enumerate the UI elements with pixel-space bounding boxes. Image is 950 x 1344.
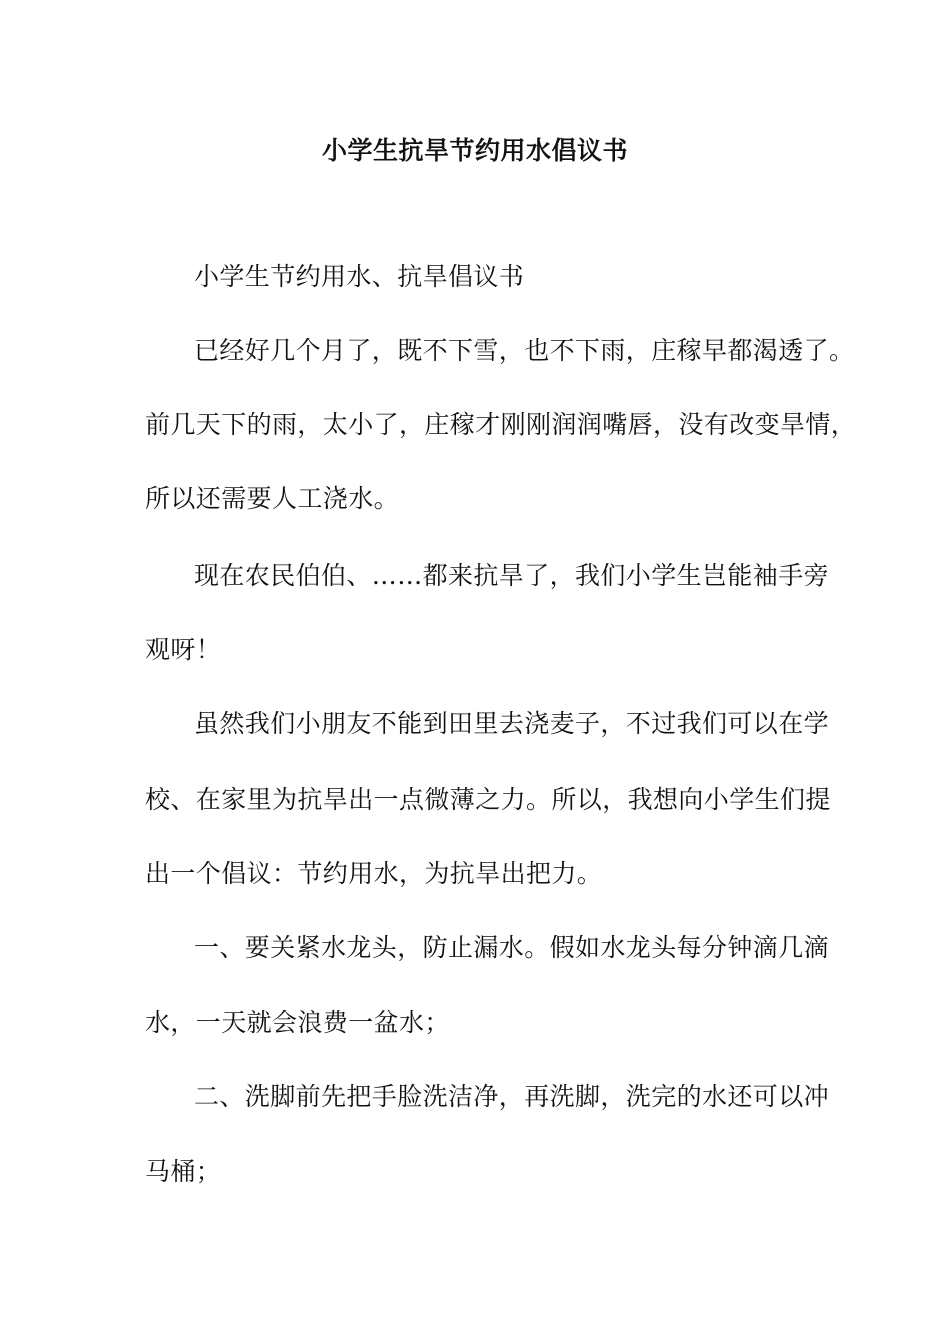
paragraph-line: 观呀！ (145, 635, 222, 664)
paragraph-line: 二、洗脚前先把手脸洗洁净，再洗脚，洗完的水还可以冲 (194, 1082, 830, 1111)
paragraph-line: 现在农民伯伯、……都来抗旱了，我们小学生岂能袖手旁 (194, 561, 830, 590)
document-title: 小学生抗旱节约用水倡议书 (321, 136, 628, 165)
paragraph-line: 前几天下的雨，太小了，庄稼才刚刚润润嘴唇，没有改变旱情， (145, 410, 857, 439)
paragraph-line: 虽然我们小朋友不能到田里去浇麦子，不过我们可以在学 (194, 709, 830, 738)
paragraph-line: 一、要关紧水龙头，防止漏水。假如水龙头每分钟滴几滴 (194, 933, 830, 962)
paragraph-line: 校、在家里为抗旱出一点微薄之力。所以，我想向小学生们提 (145, 785, 831, 814)
paragraph-line: 出一个倡议：节约用水，为抗旱出把力。 (145, 859, 603, 888)
paragraph-line: 所以还需要人工浇水。 (145, 484, 400, 513)
paragraph-line: 已经好几个月了，既不下雪，也不下雨，庄稼早都渴透了。 (194, 336, 855, 365)
paragraph-line: 马桶； (145, 1157, 222, 1186)
paragraph-line: 小学生节约用水、抗旱倡议书 (194, 262, 525, 291)
paragraph-line: 水，一天就会浪费一盆水； (145, 1008, 450, 1037)
